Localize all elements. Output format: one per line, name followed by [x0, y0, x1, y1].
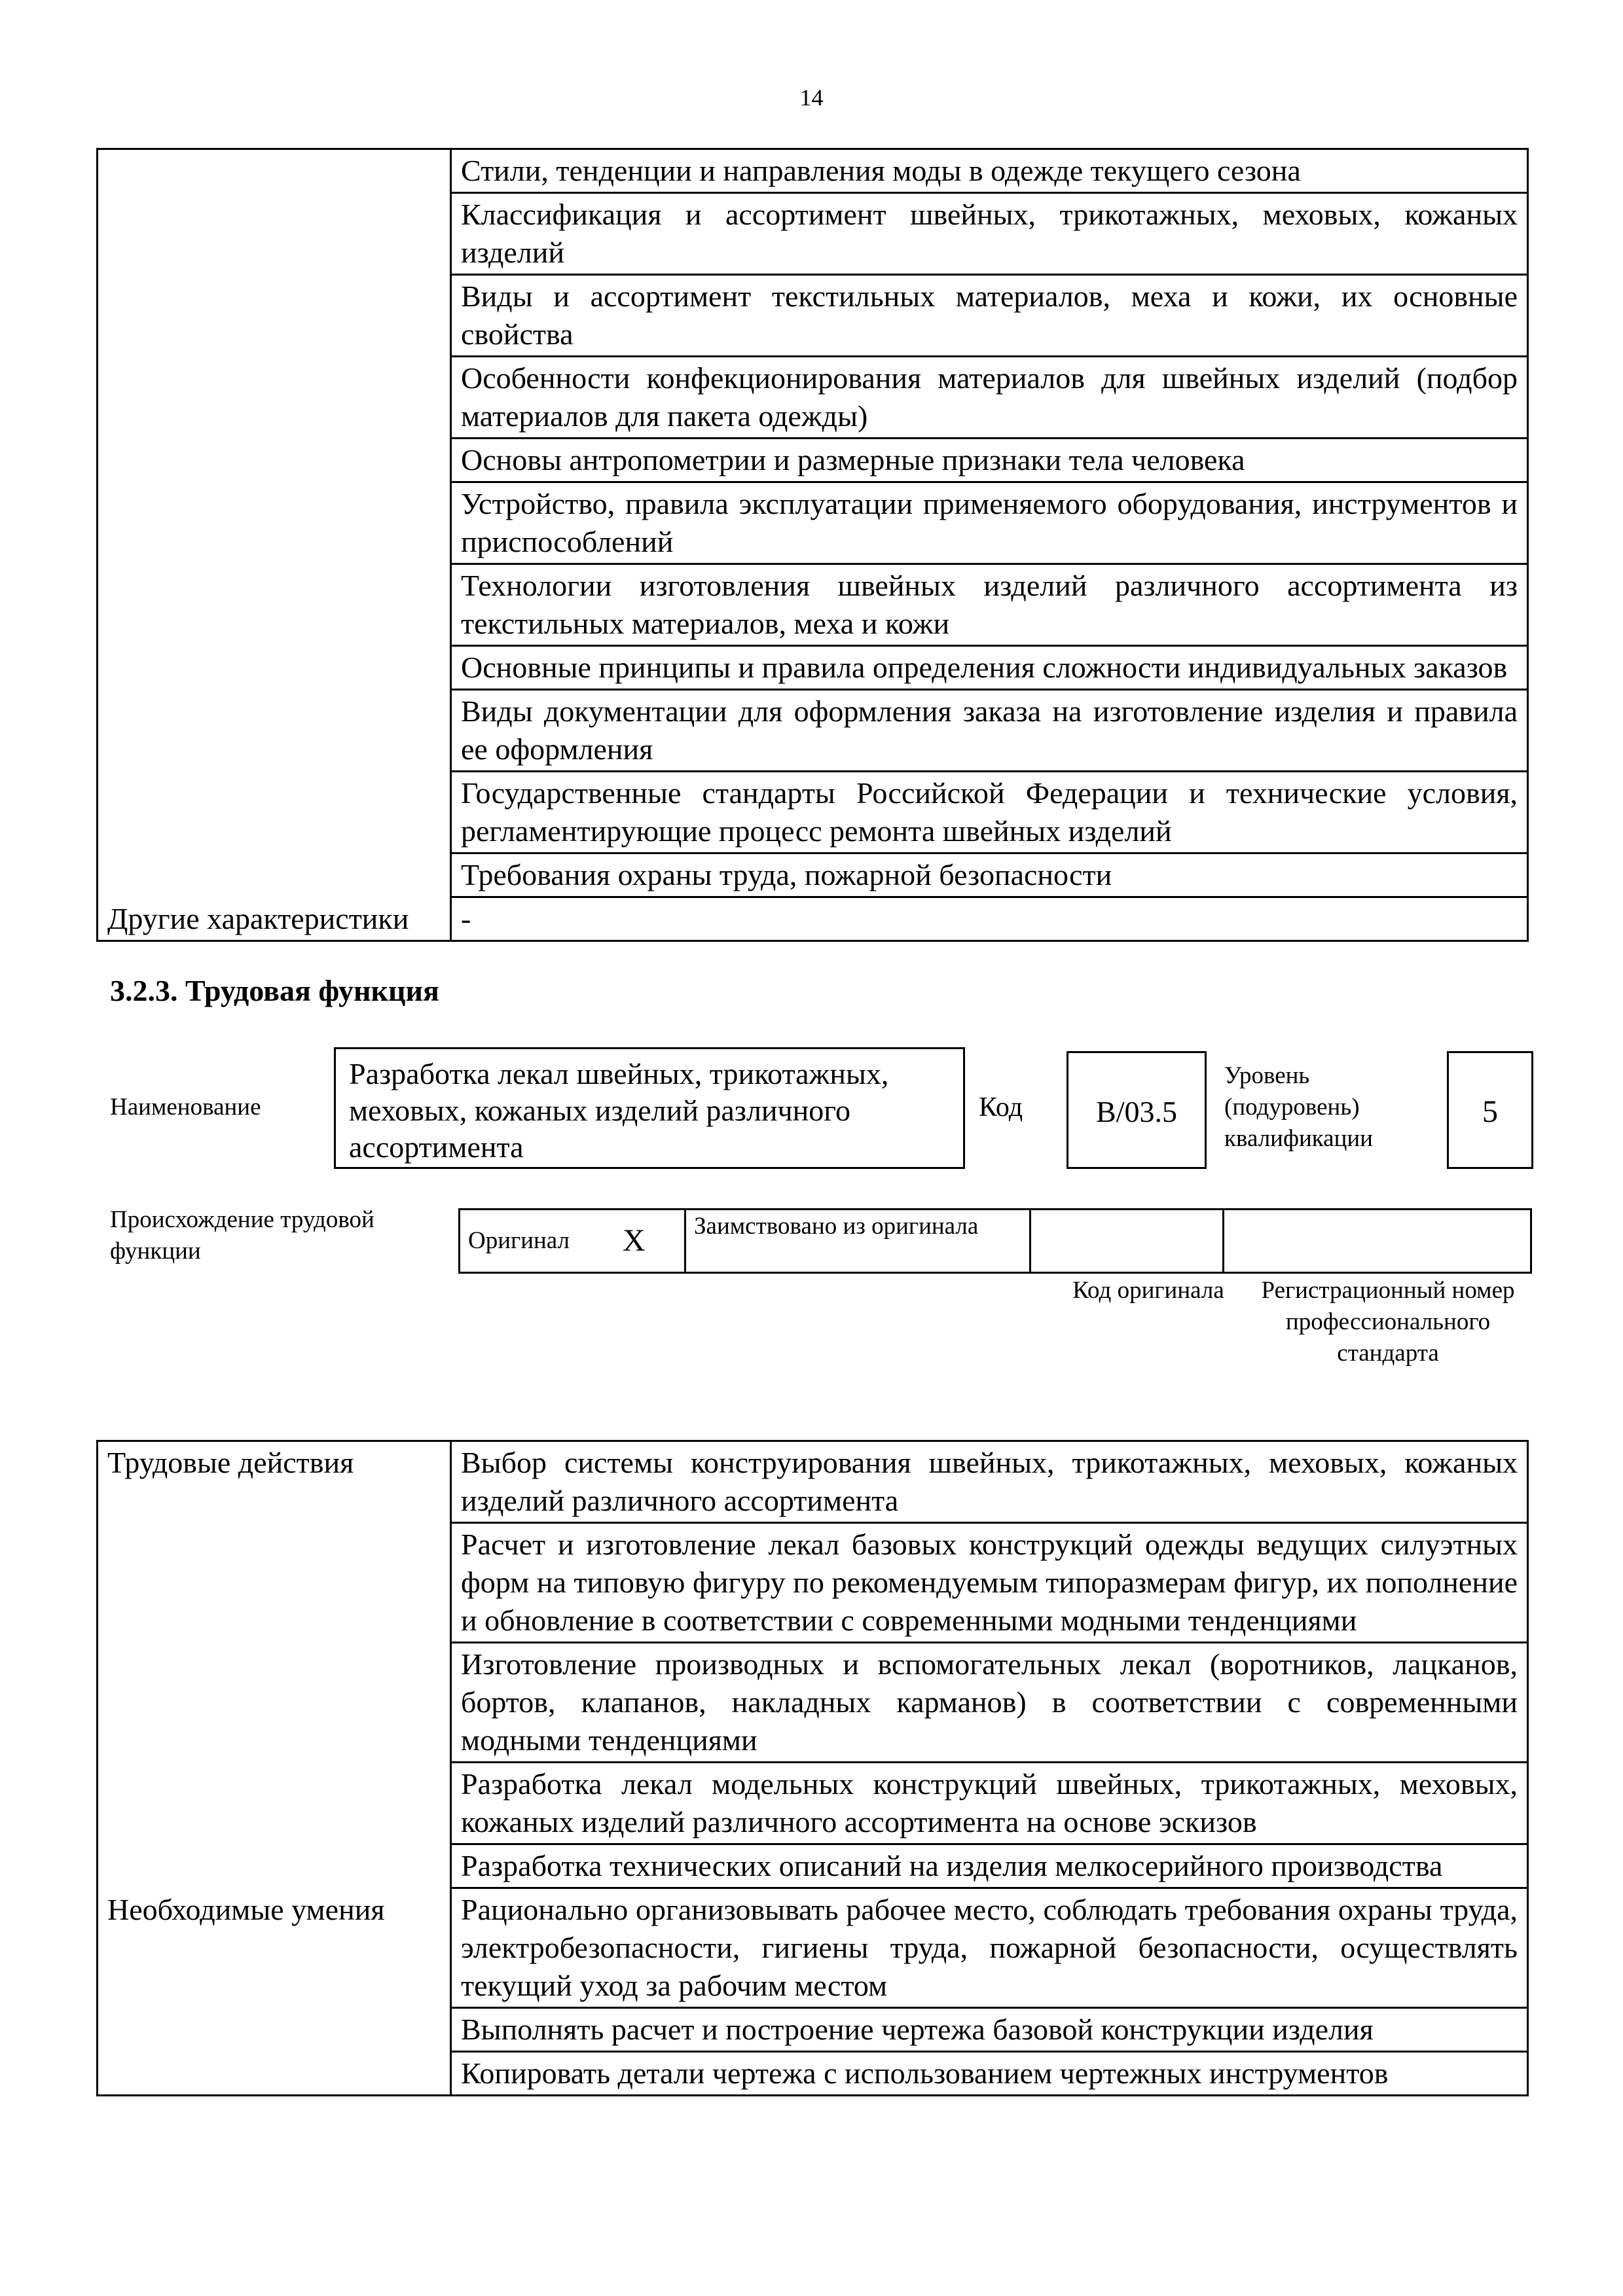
- knowledge-item: Стили, тенденции и направления моды в одежде текущего сезона: [451, 149, 1528, 193]
- knowledge-left-cell: [98, 482, 451, 564]
- group-label-spacer: [98, 1844, 451, 1888]
- knowledge-left-cell: [98, 193, 451, 275]
- original-code-cell: [1030, 1210, 1224, 1273]
- knowledge-left-cell: [98, 564, 451, 646]
- knowledge-row: [98, 772, 1528, 853]
- knowledge-row: [98, 564, 1528, 646]
- group-label: Необходимые умения: [98, 1888, 451, 2008]
- knowledge-left-cell: [98, 149, 451, 193]
- knowledge-row: [98, 275, 1528, 357]
- knowledge-item: Основные принципы и правила определения сложности индивидуальных заказов: [451, 646, 1528, 690]
- origin-table: [458, 1208, 1532, 1274]
- knowledge-left-cell: [98, 690, 451, 772]
- code-value: В/03.5: [1096, 1095, 1177, 1128]
- knowledge-item: Основы антропометрии и размерные признаки тела человека: [451, 439, 1528, 482]
- knowledge-left-cell: [98, 853, 451, 897]
- knowledge-item: Государственные стандарты Российской Федерации и технические условия, регламентирующие процесс ремонта швейных изделий: [451, 772, 1528, 853]
- actions-item: Копировать детали чертежа с использованием чертежных инструментов: [451, 2052, 1528, 2096]
- knowledge-row: [98, 690, 1528, 772]
- actions-row: [98, 1844, 1528, 1888]
- knowledge-item: Технологии изготовления швейных изделий различного ассортимента из текстильных материалов, меха и кожи: [451, 564, 1528, 646]
- code-caption: Код оригинала: [1072, 1277, 1224, 1304]
- group-label-spacer: [98, 1643, 451, 1763]
- name-label: Наименование: [110, 1094, 261, 1121]
- level-value: 5: [1482, 1094, 1498, 1129]
- actions-row: [98, 1441, 1528, 1523]
- knowledge-table: [96, 148, 1529, 942]
- knowledge-item: Классификация и ассортимент швейных, трикотажных, меховых, кожаных изделий: [451, 193, 1528, 275]
- page-number: 14: [799, 84, 824, 111]
- knowledge-row: [98, 853, 1528, 897]
- actions-item: Выполнять расчет и построение чертежа базовой конструкции изделия: [451, 2008, 1528, 2052]
- level-label: Уровень (подуровень) квалификации: [1224, 1062, 1373, 1152]
- group-label-spacer: [98, 2008, 451, 2052]
- actions-table: [96, 1440, 1529, 2096]
- knowledge-item: Виды документации для оформления заказа на изготовление изделия и правила ее оформления: [451, 690, 1528, 772]
- knowledge-row: [98, 646, 1528, 690]
- actions-item: Разработка лекал модельных конструкций швейных, трикотажных, меховых, кожаных изделий различного ассортимента на основе эскизов: [451, 1763, 1528, 1844]
- knowledge-row: [98, 193, 1528, 275]
- knowledge-row: [98, 439, 1528, 482]
- actions-item: Выбор системы конструирования швейных, трикотажных, меховых, кожаных изделий различного ассортимента: [451, 1441, 1528, 1523]
- knowledge-left-cell: [98, 772, 451, 853]
- borrowed-label: Заимствовано из оригинала: [685, 1210, 1030, 1273]
- group-label-spacer: [98, 1763, 451, 1844]
- knowledge-item: Виды и ассортимент текстильных материалов, меха и кожи, их основные свойства: [451, 275, 1528, 357]
- knowledge-item: Особенности конфекционирования материалов для швейных изделий (подбор материалов для пакета одежды): [451, 357, 1528, 439]
- knowledge-left-cell: [98, 357, 451, 439]
- actions-item: Рационально организовывать рабочее место, соблюдать требования охраны труда, электробезопасности, гигиены труда, пожарной безопасности, осуществлять текущий уход за рабочим местом: [451, 1888, 1528, 2008]
- original-mark: X: [623, 1210, 685, 1273]
- section-heading: 3.2.3. Трудовая функция: [110, 974, 439, 1007]
- actions-item: Разработка технических описаний на изделия мелкосерийного производства: [451, 1844, 1528, 1888]
- actions-item: Изготовление производных и вспомогательных лекал (воротников, лацканов, бортов, клапанов, накладных карманов) в соответствии с современными модными тенденциями: [451, 1643, 1528, 1763]
- actions-row: [98, 2052, 1528, 2096]
- actions-row: [98, 1643, 1528, 1763]
- group-label: Трудовые действия: [98, 1441, 451, 1523]
- other-characteristics-label: Другие характеристики: [98, 897, 451, 941]
- knowledge-left-cell: [98, 646, 451, 690]
- knowledge-row: [98, 357, 1528, 439]
- function-name-value: Разработка лекал швейных, трикотажных, меховых, кожаных изделий различного ассортимента: [349, 1057, 889, 1164]
- knowledge-left-cell: [98, 275, 451, 357]
- function-name-box: [334, 1047, 965, 1169]
- group-label-spacer: [98, 1523, 451, 1643]
- reg-number-cell: [1224, 1210, 1531, 1273]
- code-label: Код: [979, 1092, 1023, 1122]
- knowledge-item: Устройство, правила эксплуатации применяемого оборудования, инструментов и приспособлений: [451, 482, 1528, 564]
- knowledge-item: Требования охраны труда, пожарной безопасности: [451, 853, 1528, 897]
- group-label-spacer: [98, 2052, 451, 2096]
- origin-label: Происхождение трудовой функции: [110, 1206, 374, 1265]
- actions-item: Расчет и изготовление лекал базовых конструкций одежды ведущих силуэтных форм на типовую фигуру по рекомендуемым типоразмерам фигур, их пополнение и обновление в соответствии с современными модными тенденциями: [451, 1523, 1528, 1643]
- reg-caption: Регистрационный номер профессионального стандарта: [1261, 1277, 1515, 1367]
- other-characteristics-value: -: [451, 897, 1528, 941]
- actions-row: [98, 1523, 1528, 1643]
- actions-row: [98, 1888, 1528, 2008]
- level-box: [1447, 1051, 1533, 1169]
- knowledge-left-cell: [98, 439, 451, 482]
- other-characteristics-row: [98, 897, 1528, 941]
- actions-row: [98, 1763, 1528, 1844]
- knowledge-row: [98, 482, 1528, 564]
- actions-row: [98, 2008, 1528, 2052]
- original-label: Оригинал: [460, 1210, 623, 1273]
- code-box: [1067, 1051, 1207, 1169]
- knowledge-row: [98, 149, 1528, 193]
